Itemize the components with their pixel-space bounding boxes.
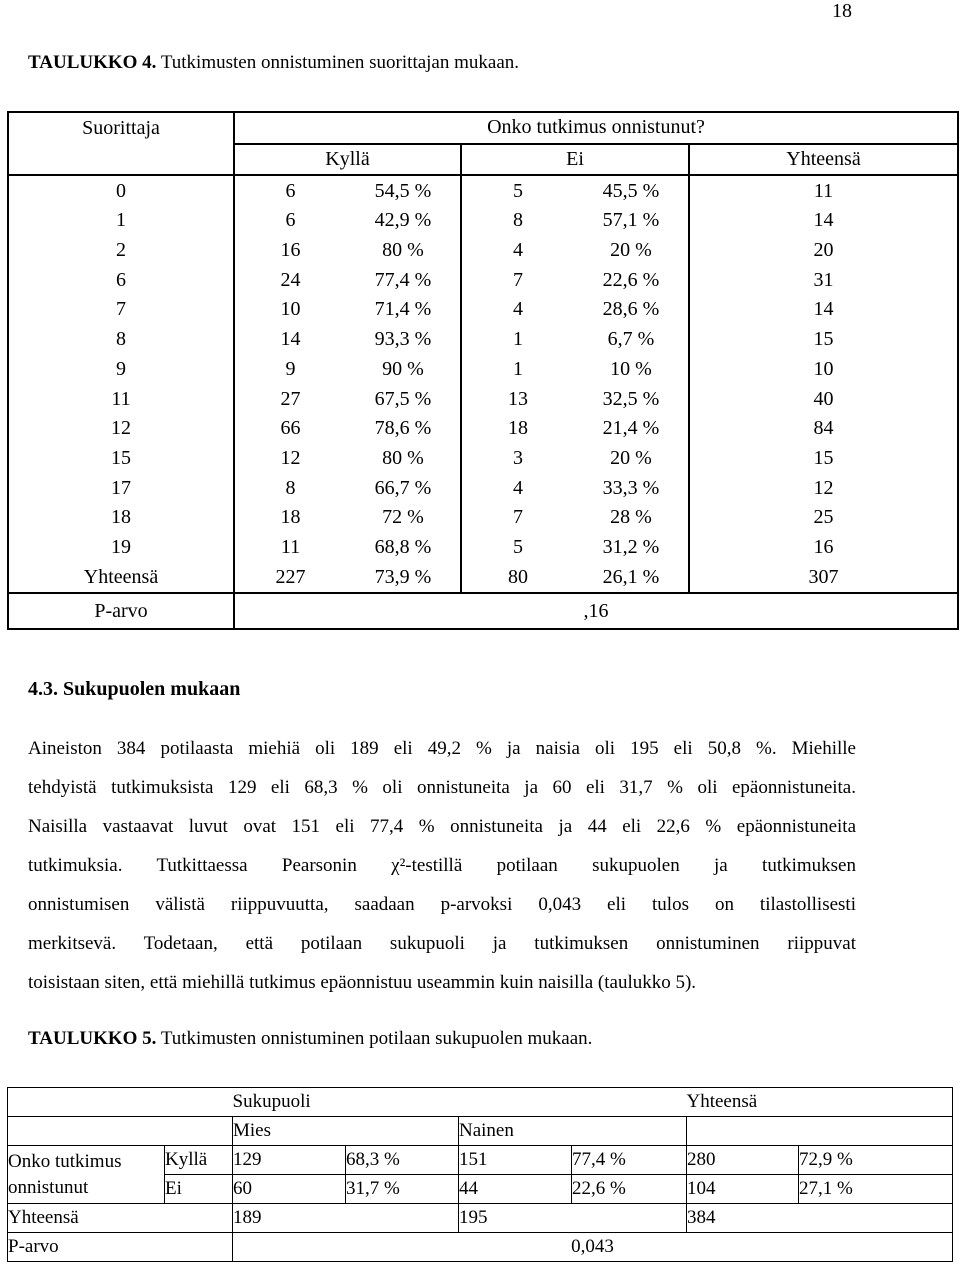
table-cell: 12 bbox=[234, 444, 346, 474]
table-cell: 6 bbox=[234, 206, 346, 236]
table-cell: 129 bbox=[233, 1146, 346, 1175]
table-cell: 20 % bbox=[610, 239, 652, 262]
header-mies: Mies bbox=[233, 1117, 459, 1146]
row-label-kylla: Kyllä bbox=[165, 1146, 233, 1175]
table-cell: 24 bbox=[234, 265, 346, 295]
body-paragraph bbox=[28, 729, 856, 1002]
table-cell: 67,5 % bbox=[374, 387, 432, 410]
table-cell: 0 bbox=[8, 175, 234, 206]
table-cell: 5 bbox=[461, 533, 574, 563]
table-cell: 17 bbox=[111, 476, 131, 499]
table-cell: 11 bbox=[111, 387, 131, 410]
table-cell: 20 bbox=[689, 236, 958, 266]
table-cell: 7 bbox=[461, 503, 574, 533]
table-cell: 7 bbox=[461, 265, 574, 295]
table-cell: 3 bbox=[461, 444, 574, 474]
paragraph-line: merkitsevä. Todetaan, että potilaan sukupuoli ja tutkimuksen onnistuminen riippuvat bbox=[28, 933, 856, 954]
table-cell: 60 bbox=[233, 1175, 346, 1204]
table-cell: 195 bbox=[459, 1204, 687, 1233]
table-cell: 18 bbox=[234, 503, 346, 533]
table-cell: 66,7 % bbox=[374, 476, 432, 499]
table-cell: 10 bbox=[689, 355, 958, 385]
table-cell: 2 bbox=[116, 239, 126, 262]
table-cell: 4 bbox=[461, 236, 574, 266]
table-4 bbox=[7, 111, 959, 630]
table-cell: 307 bbox=[689, 562, 958, 593]
paragraph-line: Naisilla vastaavat luvut ovat 151 eli 77,4 % onnistuneita ja 44 eli 22,6 % epäonnistuneita bbox=[28, 816, 856, 837]
table-cell: 12 bbox=[689, 473, 958, 503]
table-cell: 27,1 % bbox=[799, 1175, 953, 1204]
table-cell: 1 bbox=[116, 209, 126, 232]
table-cell: 90 % bbox=[382, 357, 424, 380]
table-cell: 25 bbox=[689, 503, 958, 533]
table-cell: 31,7 % bbox=[346, 1175, 459, 1204]
table-cell: 68,3 % bbox=[346, 1146, 459, 1175]
header-yhteensa: Yhteensä bbox=[689, 144, 958, 176]
table-cell: 77,4 % bbox=[374, 268, 432, 291]
table-cell: 71,4 % bbox=[374, 298, 432, 321]
table5-caption-label: TAULUKKO 5. bbox=[28, 1028, 157, 1049]
table-cell: 80 bbox=[461, 562, 574, 593]
table-cell: Yhteensä bbox=[83, 565, 159, 588]
table-cell: 31,2 % bbox=[602, 535, 660, 558]
table-cell: 8 bbox=[116, 328, 126, 351]
table-cell: 14 bbox=[689, 206, 958, 236]
p-value: ,16 bbox=[234, 593, 958, 629]
paragraph-line: tutkimuksia. Tutkittaessa Pearsonin χ²-testillä potilaan sukupuolen ja tutkimuksen bbox=[28, 855, 856, 876]
table5-caption bbox=[28, 1028, 592, 1050]
p-value: 0,043 bbox=[233, 1233, 953, 1262]
table-cell: 11 bbox=[689, 175, 958, 206]
table-cell: 33,3 % bbox=[602, 476, 660, 499]
table-cell: 18 bbox=[111, 506, 131, 529]
row-group-label: Onko tutkimus onnistunut bbox=[8, 1146, 165, 1204]
table-cell: 8 bbox=[234, 473, 346, 503]
table-cell: 1 bbox=[461, 325, 574, 355]
table-cell: 77,4 % bbox=[572, 1146, 687, 1175]
table-cell: 31 bbox=[689, 265, 958, 295]
table-cell: 104 bbox=[687, 1175, 799, 1204]
p-value-label: P-arvo bbox=[8, 593, 234, 629]
table-cell: 15 bbox=[111, 446, 131, 469]
table-cell: 22,6 % bbox=[602, 268, 660, 291]
paragraph-line: tehdyistä tutkimuksista 129 eli 68,3 % oli onnistuneita ja 60 eli 31,7 % oli epäonnistuneita. bbox=[28, 777, 856, 798]
header-yhteensa: Yhteensä bbox=[687, 1088, 953, 1117]
table-cell: 16 bbox=[689, 533, 958, 563]
table-cell: 32,5 % bbox=[602, 387, 660, 410]
table-cell: 11 bbox=[234, 533, 346, 563]
table-cell: 73,9 % bbox=[374, 565, 432, 588]
table-cell: 20 % bbox=[610, 446, 652, 469]
table4-caption-text: Tutkimusten onnistuminen suorittajan mukaan. bbox=[156, 52, 520, 73]
table-cell: 5 bbox=[461, 175, 574, 206]
table-cell: 14 bbox=[689, 295, 958, 325]
table-cell: 189 bbox=[233, 1204, 459, 1233]
paragraph-line: onnistumisen välistä riippuvuutta, saadaan p-arvoksi 0,043 eli tulos on tilastollisesti bbox=[28, 894, 856, 915]
header-ei: Ei bbox=[461, 144, 689, 176]
table-cell: 6 bbox=[234, 175, 346, 206]
table5-caption-text: Tutkimusten onnistuminen potilaan sukupuolen mukaan. bbox=[156, 1028, 593, 1049]
table-cell: 10 % bbox=[610, 357, 652, 380]
table4-caption bbox=[28, 52, 519, 74]
table-cell: 15 bbox=[689, 325, 958, 355]
table-cell: 80 % bbox=[382, 446, 424, 469]
table-cell: 26,1 % bbox=[602, 565, 660, 588]
table-cell: 40 bbox=[689, 384, 958, 414]
table-cell: 66 bbox=[234, 414, 346, 444]
paragraph-line: toisistaan siten, että miehillä tutkimus epäonnistuu useammin kuin naisilla (taulukko 5). bbox=[28, 972, 697, 993]
table-cell: 227 bbox=[234, 562, 346, 593]
table-cell: 72 % bbox=[382, 506, 424, 529]
table-cell: 4 bbox=[461, 295, 574, 325]
table-cell: 4 bbox=[461, 473, 574, 503]
table-cell: 19 bbox=[111, 535, 131, 558]
table-cell: 93,3 % bbox=[374, 328, 432, 351]
table-cell: 18 bbox=[461, 414, 574, 444]
table-cell: 45,5 % bbox=[574, 175, 689, 206]
table-cell: 54,5 % bbox=[346, 175, 461, 206]
header-question: Onko tutkimus onnistunut? bbox=[234, 112, 958, 144]
table-cell: 14 bbox=[234, 325, 346, 355]
table-cell: 384 bbox=[687, 1204, 953, 1233]
table-cell: 151 bbox=[459, 1146, 572, 1175]
table-cell: 9 bbox=[234, 355, 346, 385]
paragraph-line: Aineiston 384 potilaasta miehiä oli 189 eli 49,2 % ja naisia oli 195 eli 50,8 %. Miehille bbox=[28, 738, 856, 759]
page-number: 18 bbox=[832, 0, 852, 22]
header-kylla: Kyllä bbox=[234, 144, 461, 176]
table-cell: 21,4 % bbox=[602, 417, 660, 440]
table-cell: 12 bbox=[111, 417, 131, 440]
table-cell: 16 bbox=[234, 236, 346, 266]
p-value-label: P-arvo bbox=[8, 1233, 233, 1262]
table-cell: 6 bbox=[116, 268, 126, 291]
total-label: Yhteensä bbox=[8, 1204, 233, 1233]
table-cell: 27 bbox=[234, 384, 346, 414]
table-cell: 68,8 % bbox=[374, 535, 432, 558]
table-cell: 72,9 % bbox=[799, 1146, 953, 1175]
table-cell: 28 % bbox=[610, 506, 652, 529]
table-cell: 84 bbox=[689, 414, 958, 444]
table-cell: 8 bbox=[461, 206, 574, 236]
table-cell: 7 bbox=[116, 298, 126, 321]
table-cell: 6,7 % bbox=[607, 328, 655, 351]
table-cell: 280 bbox=[687, 1146, 799, 1175]
header-nainen: Nainen bbox=[459, 1117, 687, 1146]
table-cell: 9 bbox=[116, 357, 126, 380]
table-cell: 15 bbox=[689, 444, 958, 474]
section-heading: 4.3. Sukupuolen mukaan bbox=[28, 678, 241, 700]
table4-caption-label: TAULUKKO 4. bbox=[28, 52, 157, 73]
table-cell: 80 % bbox=[382, 239, 424, 262]
header-suorittaja: Suorittaja bbox=[82, 116, 160, 139]
table-cell: 78,6 % bbox=[374, 417, 432, 440]
table-cell: 22,6 % bbox=[572, 1175, 687, 1204]
table-cell: 28,6 % bbox=[602, 298, 660, 321]
table-cell: 44 bbox=[459, 1175, 572, 1204]
table-cell: 57,1 % bbox=[602, 209, 660, 232]
table-cell: 10 bbox=[234, 295, 346, 325]
row-label-ei: Ei bbox=[165, 1175, 233, 1204]
table-cell: 1 bbox=[461, 355, 574, 385]
table-cell: 42,9 % bbox=[374, 209, 432, 232]
header-sukupuoli: Sukupuoli bbox=[233, 1088, 687, 1117]
table-5 bbox=[7, 1087, 953, 1262]
table-cell: 13 bbox=[461, 384, 574, 414]
